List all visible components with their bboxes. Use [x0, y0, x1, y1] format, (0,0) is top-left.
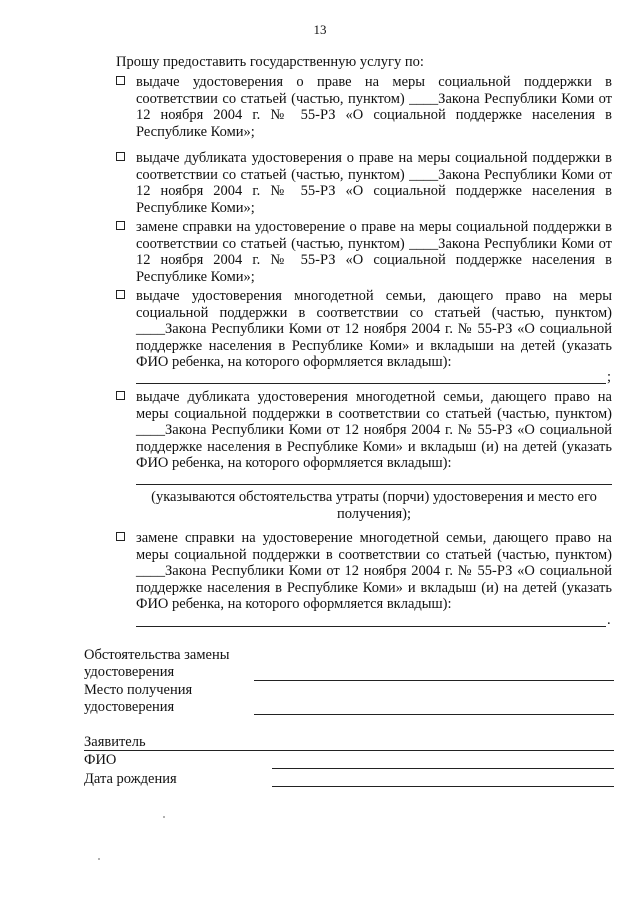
receipt-place-label: Место получения удостоверения — [84, 682, 193, 715]
option-4 — [116, 288, 612, 371]
applicant-underline — [84, 750, 614, 751]
checkbox-option-3[interactable] — [116, 221, 125, 230]
scan-speck — [98, 858, 100, 860]
option-2-text: выдаче дубликата удостоверения о праве на меры социальной поддержки в соответствии со статьей (частью, пунктом) ____Закона Республики Коми от 12 ноября 2004 г. № 55-РЗ «О социальной поддержке населения в Республике Коми»; — [136, 150, 612, 216]
checkbox-option-5[interactable] — [116, 391, 125, 400]
checkbox-option-4[interactable] — [116, 290, 125, 299]
option-6-text: замене справки на удостоверение многодетной семьи, дающего право на меры социальной поддержки в соответствии со статьей (частью, пунктом) ____Закона Республики Коми от 12 ноября 2004 г. № 55-РЗ «О социальной поддержке населения в Республике Коми» и вкладыш (и) на детей (указать ФИО ребенка, на которого оформляется вкладыш): — [136, 530, 612, 612]
checkbox-option-6[interactable] — [116, 532, 125, 541]
checkbox-option-2[interactable] — [116, 152, 125, 161]
replacement-circumstances-line[interactable] — [254, 680, 614, 681]
applicant-label: Заявитель — [84, 734, 146, 750]
scan-speck — [163, 816, 165, 818]
fio-line[interactable] — [272, 768, 614, 769]
birth-date-line[interactable] — [272, 786, 614, 787]
checkbox-option-1[interactable] — [116, 76, 125, 85]
semicolon: ; — [607, 369, 612, 385]
period: . — [607, 612, 611, 628]
page-number: 13 — [313, 22, 327, 37]
option-3 — [116, 219, 612, 285]
fio-label: ФИО — [84, 752, 117, 768]
receipt-place-line[interactable] — [254, 714, 614, 715]
children-names-line-1[interactable] — [136, 383, 606, 384]
option-2 — [116, 150, 612, 216]
intro-text: Прошу предоставить государственную услугу по: — [116, 54, 424, 70]
loss-note: (указываются обстоятельства утраты (порчи) удостоверения и место его получения); — [151, 489, 597, 522]
option-1-text: выдаче удостоверения о праве на меры социальной поддержки в соответствии со статьей (частью, пунктом) ____Закона Республики Коми от 12 ноября 2004 г. № 55-РЗ «О социальной поддержке населения в Республике Коми»; — [136, 74, 612, 140]
option-3-text: замене справки на удостоверение о праве на меры социальной поддержки в соответствии со статьей (частью, пунктом) ____Закона Республики Коми от 12 ноября 2004 г. № 55-РЗ «О социальной поддержке населения в Республике Коми»; — [136, 219, 612, 285]
children-names-line-2[interactable] — [136, 626, 606, 627]
option-6 — [116, 530, 612, 613]
option-5 — [116, 389, 612, 472]
option-4-text: выдаче удостоверения многодетной семьи, дающего право на меры социальной поддержки в соответствии со статьей (частью, пунктом) ____Закона Республики Коми от 12 ноября 2004 г. № 55-РЗ «О социальной поддержке населения в Республике Коми» и вкладыши на детей (указать ФИО ребенка, на которого оформляется вкладыш): — [136, 288, 612, 370]
option-1 — [116, 74, 612, 140]
option-5-text: выдаче дубликата удостоверения многодетной семьи, дающего право на меры социальной поддержки в соответствии со статьей (частью, пунктом) ____Закона Республики Коми от 12 ноября 2004 г. № 55-РЗ «О социальной поддержке населения в Республике Коми» и вкладыш (и) на детей (указать ФИО ребенка, на которого оформляется вкладыш): — [136, 389, 612, 471]
birth-date-label: Дата рождения — [84, 771, 177, 787]
loss-circumstances-line[interactable] — [136, 484, 612, 485]
replacement-circumstances-label: Обстоятельства замены удостоверения — [84, 647, 230, 680]
